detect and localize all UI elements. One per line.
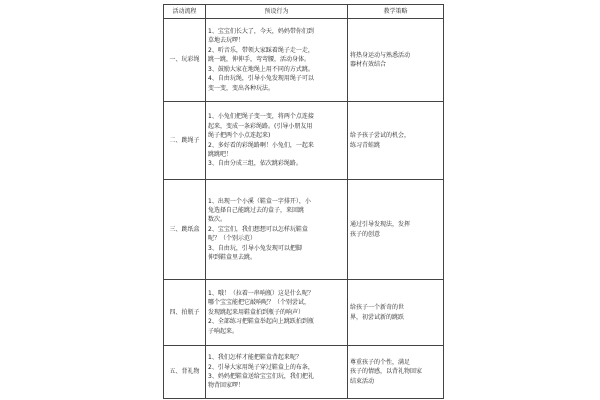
behavior-cell xyxy=(206,346,348,399)
behavior-line: 1、我们怎样才能把鞋盒背起来呢？ xyxy=(208,354,302,362)
strategy-cell xyxy=(348,346,444,399)
strategy-cell xyxy=(348,180,444,280)
header-activity-flow: 活动流程 xyxy=(164,5,206,19)
step-cell: 二、跳绳子 xyxy=(164,102,206,180)
behavior-line: 4、自由玩绳，引导小兔发现用绳子可以 xyxy=(208,75,314,83)
behavior-line: 2、全部练习把鞋盒举起向上跳跃拍到瓶 xyxy=(208,318,314,326)
header-row xyxy=(164,5,444,19)
behavior-line: 2、听音乐，带领大家踩着绳子走一走， xyxy=(208,46,314,54)
step-cell: 三、跳纸盒 xyxy=(164,180,206,280)
strategy-line: 尊重孩子的个性，满足 xyxy=(350,358,411,366)
header-expected-behavior: 预设行为 xyxy=(206,5,348,19)
strategy-line: 界，初尝试新的跳跃 xyxy=(350,313,405,321)
strategy-line: 孩子的创意 xyxy=(350,230,381,238)
behavior-line: 物背回家啰！ xyxy=(208,382,245,390)
behavior-line: 兔选择自己能跳过去的盒子，来回跳 xyxy=(208,206,305,214)
strategy-line: 将热身运动与熟悉活动 xyxy=(350,51,411,59)
table-row xyxy=(164,346,444,399)
behavior-line: 跳跳吧！ xyxy=(208,150,233,158)
behavior-line: 呢？（个别示范） xyxy=(208,235,257,243)
strategy-cell xyxy=(348,19,444,102)
behavior-line: 2、宝宝们，我们想想可以怎样玩鞋盒 xyxy=(208,225,308,233)
behavior-line: 发现跳起来用鞋盒拍到瓶子的响声） xyxy=(208,308,305,316)
behavior-line: 变一变，变出各种玩法。 xyxy=(208,84,275,92)
behavior-line: 2、引导大家用绳子穿过鞋盒上的布条， xyxy=(208,363,314,371)
behavior-line: 3、妈妈把鞋盒送给宝宝们玩，我们把礼 xyxy=(208,373,314,380)
strategy-line: 通过引导发现法，发挥 xyxy=(350,221,411,229)
step-cell: 一、玩彩绳 xyxy=(164,19,206,102)
behavior-line: 起来，变成一条彩绳路。(引导小朋友用 xyxy=(208,122,313,130)
behavior-cell xyxy=(206,19,348,102)
behavior-line: 1、小兔们把绳子变一变，将两个点连接 xyxy=(208,113,314,121)
strategy-cell xyxy=(348,280,444,346)
behavior-line: 1、哦！（拉着一串响瓶）这是什么呢？ xyxy=(208,289,314,297)
strategy-line: 给予孩子尝试的机会， xyxy=(350,132,411,140)
header-teaching-strategy: 教学策略 xyxy=(348,5,444,19)
behavior-line: 草地去玩啰！ xyxy=(208,37,245,45)
behavior-cell xyxy=(206,180,348,280)
behavior-line: 3、自由玩，引导小兔发现可以把脚 xyxy=(208,244,302,252)
behavior-cell xyxy=(206,280,348,346)
behavior-line: 子响起来。 xyxy=(208,327,239,335)
table-row xyxy=(164,180,444,280)
table-row xyxy=(164,280,444,346)
table-row xyxy=(164,19,444,102)
behavior-line: 哪个宝宝能把它敲响呢？（个别尝试， xyxy=(208,299,311,307)
table-row xyxy=(164,102,444,180)
strategy-cell xyxy=(348,102,444,180)
strategy-line: 给孩子一个新奇的世 xyxy=(350,304,405,312)
behavior-line: 数次。 xyxy=(208,216,227,224)
behavior-cell xyxy=(206,102,348,180)
behavior-line: 1、出现一个小溪（鞋盒一字排开），小 xyxy=(208,197,311,205)
lesson-plan-table xyxy=(163,4,444,399)
behavior-line: 跳一跳，伸伸手，弯弯腰，活动身体。 xyxy=(208,56,311,64)
behavior-line: 伸到鞋盒里去跳。 xyxy=(208,254,257,262)
strategy-line: 练习青蛙跳 xyxy=(350,141,381,149)
behavior-line: 3、自由分成三组，依次跳彩绳路。 xyxy=(208,160,302,168)
strategy-line: 孩子的情感，以背礼物回家 xyxy=(350,368,423,376)
behavior-line: 绳子把两个小点连起来) xyxy=(208,132,271,140)
behavior-line: 3、鼓励大家在地绳上用不同的方式跳。 xyxy=(208,65,314,73)
step-cell: 四、拍瓶子 xyxy=(164,280,206,346)
behavior-line: 2、多好看的彩绳路啊！小兔们，一起来 xyxy=(208,141,314,149)
step-cell: 五、背礼物 xyxy=(164,346,206,399)
strategy-line: 结束活动 xyxy=(350,377,375,385)
strategy-line: 器材有效结合 xyxy=(350,61,387,68)
behavior-line: 1、宝宝们长大了，今天，妈妈带你们到 xyxy=(208,28,314,36)
